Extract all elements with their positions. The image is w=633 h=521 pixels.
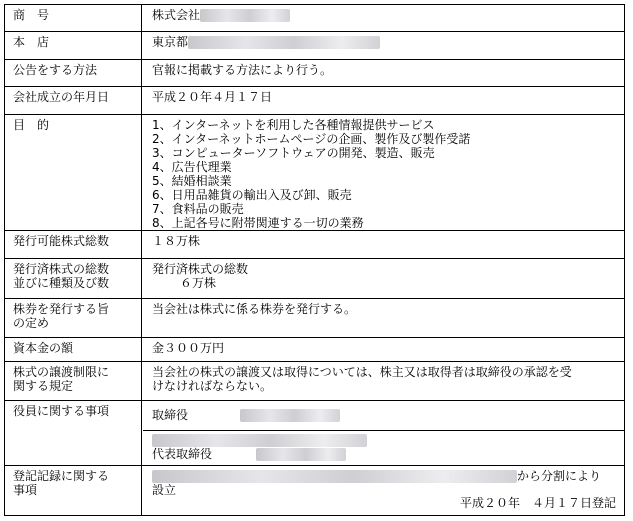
purpose-item: 3、コンピューターソフトウェアの開発、製造、販売 <box>152 146 435 160</box>
row-certificates <box>5 299 624 338</box>
trade-name-prefix: 株式会社 <box>152 8 201 22</box>
value-text: 金３００万円 <box>152 341 225 355</box>
redacted-block <box>240 409 340 422</box>
label-head-office <box>5 32 142 59</box>
value-authorized-shares <box>143 231 624 258</box>
row-registration <box>5 466 624 516</box>
label-certificates <box>5 299 142 337</box>
redacted-block <box>256 448 346 461</box>
label-text: 目 的 <box>13 118 50 132</box>
registry-table <box>4 4 625 516</box>
row-transfer-restriction <box>5 362 624 401</box>
label-text: 商 号 <box>13 8 50 22</box>
label-issued-shares <box>5 259 142 298</box>
row-trade-name <box>5 5 624 32</box>
value-officers <box>143 401 624 465</box>
label-text: 資本金の額 <box>13 341 74 355</box>
row-purpose <box>5 115 624 231</box>
purpose-item: 5、結婚相談業 <box>152 174 232 188</box>
row-officers <box>5 401 624 466</box>
label-text: 並びに種類及び数 <box>13 276 110 290</box>
label-text: 発行済株式の総数 <box>13 262 110 276</box>
address-prefix: 東京都 <box>152 35 189 49</box>
officer-divider <box>143 430 624 431</box>
value-text: 当会社は株式に係る株券を発行する。 <box>152 302 357 316</box>
label-text: 株券を発行する旨 <box>13 302 110 316</box>
label-text: の定め <box>13 316 50 330</box>
director-title: 取締役 <box>152 408 189 422</box>
row-issued-shares <box>5 259 624 299</box>
value-text: 当会社の株式の譲渡又は取得については、株主又は取得者は取締役の承認を受 <box>152 365 572 379</box>
officer-director <box>152 408 340 422</box>
label-text: 登記記録に関する <box>13 469 110 483</box>
redacted-block <box>152 434 367 447</box>
registration-line-1 <box>152 469 601 483</box>
purpose-item: 1、インターネットを利用した各種情報提供サービス <box>152 118 435 132</box>
label-registration <box>5 466 142 516</box>
value-registration <box>143 466 624 516</box>
row-authorized-shares <box>5 231 624 259</box>
value-capital <box>143 338 624 361</box>
value-transfer-restriction <box>143 362 624 400</box>
value-established <box>143 87 624 114</box>
value-trade-name <box>143 5 624 31</box>
label-text: 関する規定 <box>13 379 74 393</box>
value-text: 設立 <box>152 483 177 497</box>
value-text: けなければならない。 <box>152 379 273 393</box>
label-capital <box>5 338 142 361</box>
value-text: 官報に掲載する方法により行う。 <box>152 63 333 77</box>
label-transfer-restriction <box>5 362 142 400</box>
label-authorized-shares <box>5 231 142 258</box>
value-issued-shares <box>143 259 624 298</box>
label-text: 株式の譲渡制限に <box>13 365 110 379</box>
redacted-block <box>200 9 290 22</box>
value-text: 平成２０年４月１７日 <box>152 90 273 104</box>
purpose-item: 6、日用品雑貨の輸出入及び卸、販売 <box>152 188 352 202</box>
label-purpose <box>5 115 142 230</box>
value-text: から分割により <box>517 469 602 483</box>
redacted-block <box>152 470 517 483</box>
value-text: 発行済株式の総数 <box>152 262 249 276</box>
label-notice-method <box>5 60 142 86</box>
officer-rep-director <box>152 434 367 461</box>
redacted-block <box>188 36 380 49</box>
purpose-item: 7、食料品の販売 <box>152 202 244 216</box>
value-purpose <box>143 115 624 230</box>
registration-date: 平成２０年 ４月１７日登記 <box>459 496 616 510</box>
label-text: 公告をする方法 <box>13 63 98 77</box>
value-head-office <box>143 32 624 59</box>
row-capital <box>5 338 624 362</box>
label-trade-name <box>5 5 142 31</box>
purpose-item: 4、広告代理業 <box>152 160 232 174</box>
label-officers <box>5 401 142 465</box>
label-text: 会社成立の年月日 <box>13 90 110 104</box>
purpose-item: 8、上記各号に附帯関連する一切の業務 <box>152 216 364 230</box>
row-notice-method <box>5 60 624 87</box>
label-text: 事項 <box>13 483 38 497</box>
value-text: １８万株 <box>152 234 201 248</box>
row-head-office <box>5 32 624 60</box>
value-text: ６万株 <box>180 276 217 290</box>
label-established <box>5 87 142 114</box>
purpose-item: 2、インターネットホームページの企画、製作及び製作受諾 <box>152 132 471 146</box>
value-notice-method <box>143 60 624 86</box>
value-certificates <box>143 299 624 337</box>
row-established <box>5 87 624 115</box>
rep-director-title: 代表取締役 <box>152 447 213 461</box>
label-text: 本 店 <box>13 35 50 49</box>
label-text: 役員に関する事項 <box>13 404 110 418</box>
label-text: 発行可能株式総数 <box>13 234 110 248</box>
